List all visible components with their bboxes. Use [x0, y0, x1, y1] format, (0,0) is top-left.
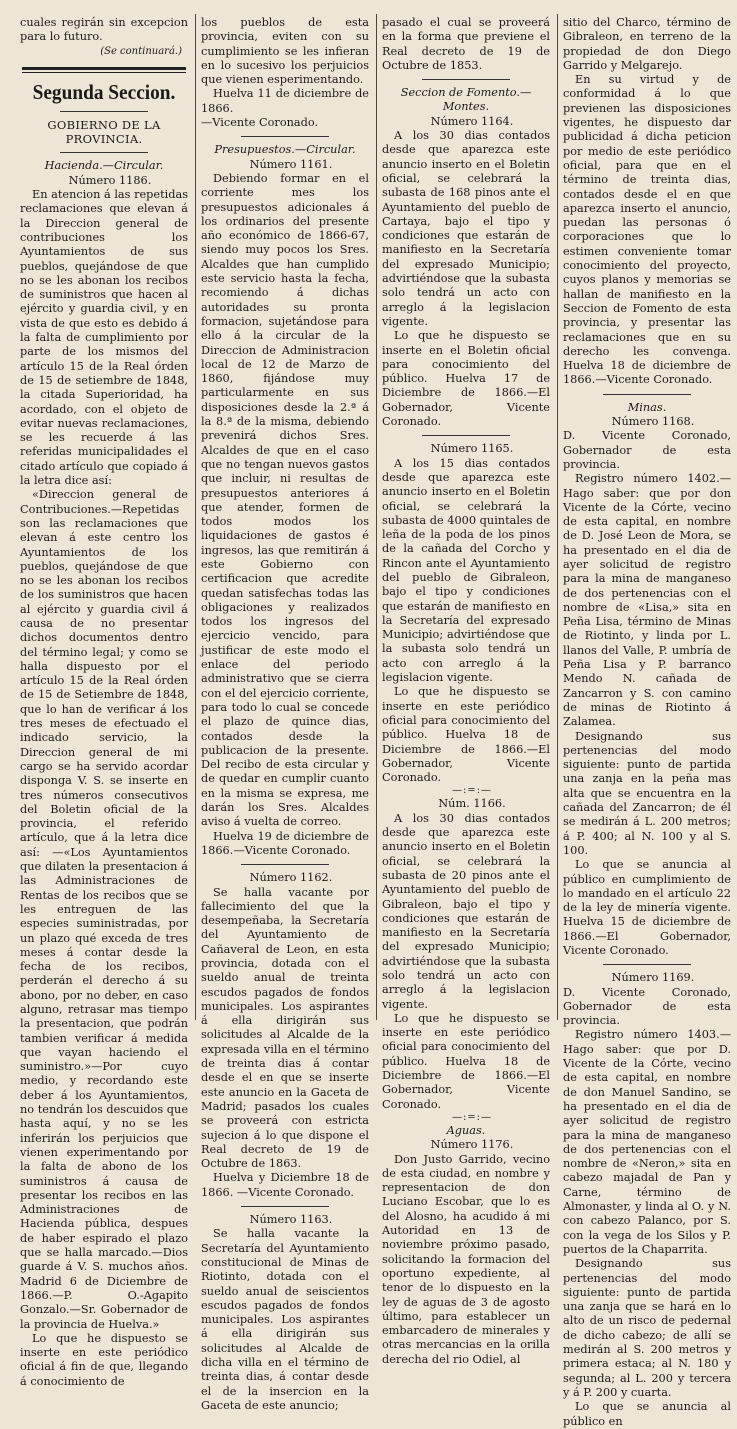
notice-body: A los 30 dias contados desde que aparezca este anuncio inserto en el Boletin oficial, se celebrará la subasta de 20 pinos ante el Ayuntamiento del pueblo de Gibraleon, bajo el tipo y condiciones que estarán de manifiesto en la Secretaría del expresado Municipio; advirtiéndose que la subasta solo tendrá un acto con arreglo á la legislacion vigente.: [382, 811, 550, 1011]
column-divider: [376, 14, 377, 1020]
section-rule-top: [22, 67, 186, 70]
notice-number: Número 1176.: [430, 1138, 514, 1152]
divider: [241, 136, 329, 137]
notice-quote: «Direccion general de Contribuciones.—Repetidas son las reclamaciones que elevan á este centro los Ayuntamientos de los pueblos, quejándose de que no se les abonan los recibos de los suministros que hacen al ejército y guardia civil á causa de no presentar dichos documentos dentro del término legal; y como se halla dispuesto por el artículo 15 de la Real órden de 15 de Setiembre de 1848, que lo han de verificar á los tres meses de efectuado el indicado servicio, la Direccion general de mi cargo se ha servido acordar disponga V. S. se inserte en tres números consecutivos del Boletin oficial de la provincia, el referido artículo, que á la letra dice así: —«Los Ayuntamientos que dilaten la presentacion á las Administraciones de Rentas de los recibos que se les entreguen de las especies suministradas, por un plazo qué exceda de tres meses á contar desde la fecha de los recibos, perderán el derecho á su abono, por no deber, en caso alguno, retrasar mas tiempo la presentacion, que podrán tambien verificar á medida que vayan haciendo el suministro.»—Por cuyo medio, y recordando este deber á los Ayuntamientos, no tendrán los descuidos que hasta aquí, y no se les inferirán los perjuicios que vienen experimentando por la falta de abono de los suministros á causa de presentar los recibos en las Administraciones de Hacienda pública, despues de haber espirado el plazo que se halla marcado.—Dios guarde á V. S. muchos años. Madrid 6 de Diciembre de 1866.—P. O.-Agapito Gonzalo.—Sr. Gobernador de la provincia de Huelva.»: [20, 488, 188, 1331]
notice-body: Se halla vacante la Secretaría del Ayuntamiento constitucional de Minas de Riotinto, dotada con el sueldo anual de seiscientos escudos pagados de fondos municipales. Los aspirantes á ella dirigirán sus solicitudes al Alcalde de dicha villa en el término de treinta dias, á contar desde el de la insercion en la Gaceta de este anuncio;: [201, 1227, 369, 1412]
notice-number: Número 1169.: [611, 971, 695, 985]
separator: —:=:—: [451, 1111, 493, 1123]
notice-body: Registro número 1402.—Hago saber: que por don Vicente de la Córte, vecino de esta capital, en nombre de D. José Leon de Mora, se ha presentado en el dia de ayer solicitud de registro para la mina de manganeso de dos pertenencias con el nombre de «Lisa,» sita en Peña Lisa, término de Minas de Riotinto, y linda por L. llanos del Valle, P. umbría de Peña Lisa y P. barranco Mendo N. cañada de Zancarron y S. con camino de minas de Riotinto á Zalamea.: [563, 472, 731, 729]
column-3-top-text: pasado el cual se proveerá en la forma que previene el Real decreto de 19 de Octubre de 1853.: [382, 16, 550, 72]
column-divider: [557, 14, 558, 1020]
notice-body: Registro número 1403.—Hago saber: que por D. Vicente de la Córte, vecino de esta capital, en nombre de don Manuel Sandino, se ha presentado en el dia de ayer solicitud de registro para la mina de manganeso de dos pertenencias con el nombre de «Neron,» sita en cabezo majadal de Pan y Carne, término de Almonaster, y linda al O. y N. con cabezo Palanco, por S. con la vega de los Silos y P. puertos de la Chaparrita.: [563, 1028, 731, 1256]
column-4-top-text: sitio del Charco, término de Gibraleon, en terreno de la propiedad de don Diego Garrido y Melgarejo.: [563, 16, 731, 72]
notice-body: Don Justo Garrido, vecino de esta ciudad, en nombre y representacion de don Luciano Escobar, que lo es del Alosno, ha acudido á mi Autoridad en 13 de noviembre próximo pasado, solicitando la formacion del oportuno expediente, al tenor de lo dispuesto en la ley de aguas de 3 de agosto último, para establecer un embarcadero de minerales y otras mercancias en la orilla derecha del rio Odiel, al: [382, 1152, 550, 1366]
divider: [60, 111, 148, 112]
section-title: Segunda Seccion.: [32, 79, 176, 104]
notice-body: Designando sus pertenencias del modo siguiente: punto de partida una zanja en la peña mas alta que se encuentra en la cañada del Zancarron; de él se medirán á L. 200 metros; á P. 400; al N. 100 y al S. 100.: [563, 729, 731, 857]
separator: —:=:—: [451, 785, 493, 797]
notice-number: Número 1163.: [249, 1213, 333, 1227]
divider: [422, 79, 510, 80]
divider: [422, 435, 510, 436]
government-heading: GOBIERNO DE LA PROVINCIA.: [47, 117, 161, 147]
column-divider: [195, 14, 196, 1020]
notice-body: En su virtud y de conformidad á lo que previenen las disposiciones vigentes, he dispuesto dar publicidad á dicha peticion por medio de este periódico oficial, para que en el término de treinta dias, contados desde el en que aparezca inserto el anuncio, puedan las personas ó corporaciones que lo estimen conveniente tomar conocimiento del proyecto, cuyos planos y memorias se hallan de manifiesto en la Seccion de Fomento de esta provincia, y presentar las reclamaciones que en su derecho les convenga. Huelva 18 de diciembre de 1866.—Vicente Coronado.: [563, 73, 731, 387]
notice-body: Debiendo formar en el corriente mes los presupuestos adicionales á los ordinarios del presente año económico de 1866-67, siendo muy pocos los Sres. Alcaldes que han cumplido este servicio hasta la fecha, recomiendo á dichas autoridades su pronta formacion, sujetándose para ello á la circular de la Direccion de Administracion local de 12 de Marzo de 1860, fijándose muy particularmente en sus disposiciones desde la 2.ª á la 8.ª de la misma, debiendo prevenirá dichos Sres. Alcaldes de que en el caso que no tengan nuevos gastos que incluir, ni resultas de presupuestos anteriores á que atender, formen de todos modos los liquidaciones de gastos é ingresos, las que remitirán á este Gobierno con certificacion que acredite quedan satisfechas todas las obligaciones y realizados todos los ingresos del ejercicio vencido, para justificar de este modo el enlace del periodo administrativo que se cierra con el del ejercicio corriente, para todo lo cual se concede el plazo de quince dias, contados desde la publicacion de la presente. Del recibo de esta circular y de quedar en cumplir cuanto en la misma se expresa, me darán los Sres. Alcaldes aviso á vuelta de correo.: [201, 171, 369, 829]
notice-signature: —Vicente Coronado.: [201, 116, 319, 130]
notice-body: A los 30 dias contados desde que aparezca este anuncio inserto en el Boletin oficial, se celebrará la subasta de 168 pinos ante el Ayuntamiento del pueblo de Cartaya, bajo el tipo y condiciones que estarán de manifiesto en la Secretaría del expresado Municipio; advirtiéndose que la subasta solo tendrá un acto con arreglo á la legislacion vigente.: [382, 129, 550, 328]
notice-number: Número 1162.: [249, 871, 333, 885]
column-3: [382, 16, 550, 1366]
category-heading: Hacienda.—Circular.: [44, 159, 164, 173]
column-1: [20, 16, 188, 1388]
notice-title: D. Vicente Coronado, Gobernador de esta provincia.: [563, 429, 731, 471]
divider: [603, 964, 691, 965]
notice-number: Número 1161.: [249, 157, 333, 171]
notice-body: Lo que he dispuesto se inserte en este periódico oficial para conocimiento del público. Huelva 18 de Diciembre de 1866.—El Gobernador, Vicente Coronado.: [382, 685, 550, 785]
notice-number: Número 1168.: [611, 415, 695, 429]
notice-body: Designando sus pertenencias del modo siguiente: punto de partida una zanja que se hará en lo alto de un risco de pedernal de dicho cabezo; de allí se medirán al S. 200 metros y primera estaca; al N. 180 y segunda; al L. 200 y tercera y á P. 200 y cuarta.: [563, 1257, 731, 1399]
notice-number: Número 1165.: [430, 442, 514, 456]
notice-body: Se halla vacante por fallecimiento del que la desempeñaba, la Secretaría del Ayuntamiento de Cañaveral de Leon, en esta provincia, dotada con el sueldo anual de treinta escudos pagados de fondos municipales. Los aspirantes á ella dirigirán sus solicitudes al Alcalde de la expresada villa en el término de treinta dias á contar desde el en que se inserte este anuncio en la Gaceta de Madrid; pasados los cuales se proveerá con estricta sujecion á lo que dispone el Real decreto de 19 de Octubre de 1863.: [201, 885, 369, 1171]
notice-number: Número 1186.: [68, 173, 152, 187]
divider: [60, 152, 148, 153]
divider: [241, 864, 329, 865]
notice-number: Núm. 1166.: [438, 797, 506, 811]
category-heading: Presupuestos.—Circular.: [214, 143, 356, 157]
continuation-note: (Se continuará.): [100, 45, 182, 57]
notice-body: En atencion á las repetidas reclamaciones que elevan á la Direccion general de contribuciones los Ayuntamientos de sus pueblos, quejándose de que no se les abonan los recibos de suministros que hacen al ejército y guardia civil, y en vista de que esto es debido á la falta de cumplimiento por parte de los mismos del artículo 15 de la Real órden de 15 de setiembre de 1848, la citada Superioridad, ha acordado, con el objeto de evitar nuevas reclamaciones, se les recuerde á las referidas municipalidades el citado artículo que copiado á la letra dice así:: [20, 188, 188, 488]
column-2: [201, 16, 369, 1412]
section-rule-bottom: [22, 72, 186, 73]
category-heading: Aguas.: [446, 1123, 486, 1137]
notice-closing: Lo que he dispuesto se inserte en este periódico oficial á fin de que, llegando á conocimiento de: [20, 1331, 188, 1388]
notice-date: Huelva 11 de diciembre de 1866.: [201, 87, 369, 115]
category-heading: Seccion de Fomento.—Montes.: [400, 86, 532, 114]
notice-body: Lo que he dispuesto se inserte en el Boletin oficial para conocimiento del público. Huelva 17 de Diciembre de 1866.—El Gobernador, Vicente Coronado.: [382, 329, 550, 429]
divider: [241, 1206, 329, 1207]
notice-date: Huelva 19 de diciembre de 1866.—Vicente Coronado.: [201, 829, 369, 857]
notice-body: Lo que se anuncia al público en: [563, 1400, 731, 1428]
notice-number: Número 1164.: [430, 114, 514, 128]
notice-body: Lo que he dispuesto se inserte en este periódico oficial para conocimiento del público. Huelva 18 de Diciembre de 1866.—El Gobernador, Vicente Coronado.: [382, 1011, 550, 1111]
notice-body: A los 15 dias contados desde que aparezca este anuncio inserto en el Boletin oficial, se celebrará la subasta de 4000 quintales de leña de la poda de los pinos de la cañada del Corcho y Rincon ante el Ayuntamiento del pueblo de Gibraleon, bajo el tipo y condiciones que estarán de manifiesto en la Secretaría del expresado Municipio; advirtiéndose que la subasta solo tendrá un acto con arreglo á la legislacion vigente.: [382, 456, 550, 685]
notice-date: Huelva y Diciembre 18 de 1866. —Vicente Coronado.: [201, 1171, 369, 1199]
column-1-top-text: cuales regirán sin excepcion para lo futuro.: [20, 16, 188, 44]
notice-body: Lo que se anuncia al público en cumplimiento de lo mandado en el artículo 22 de la ley de minería vigente. Huelva 15 de diciembre de 1866.—El Gobernador, Vicente Coronado.: [563, 858, 731, 957]
column-4: [563, 16, 731, 1428]
notice-title: D. Vicente Coronado, Gobernador de esta provincia.: [563, 985, 731, 1028]
column-2-top-text: los pueblos de esta provincia, eviten con su cumplimiento se les infieran en lo sucesivo los perjuicios que vienen esperimentando.: [201, 16, 369, 87]
category-heading: Minas.: [627, 400, 667, 414]
divider: [603, 394, 691, 395]
